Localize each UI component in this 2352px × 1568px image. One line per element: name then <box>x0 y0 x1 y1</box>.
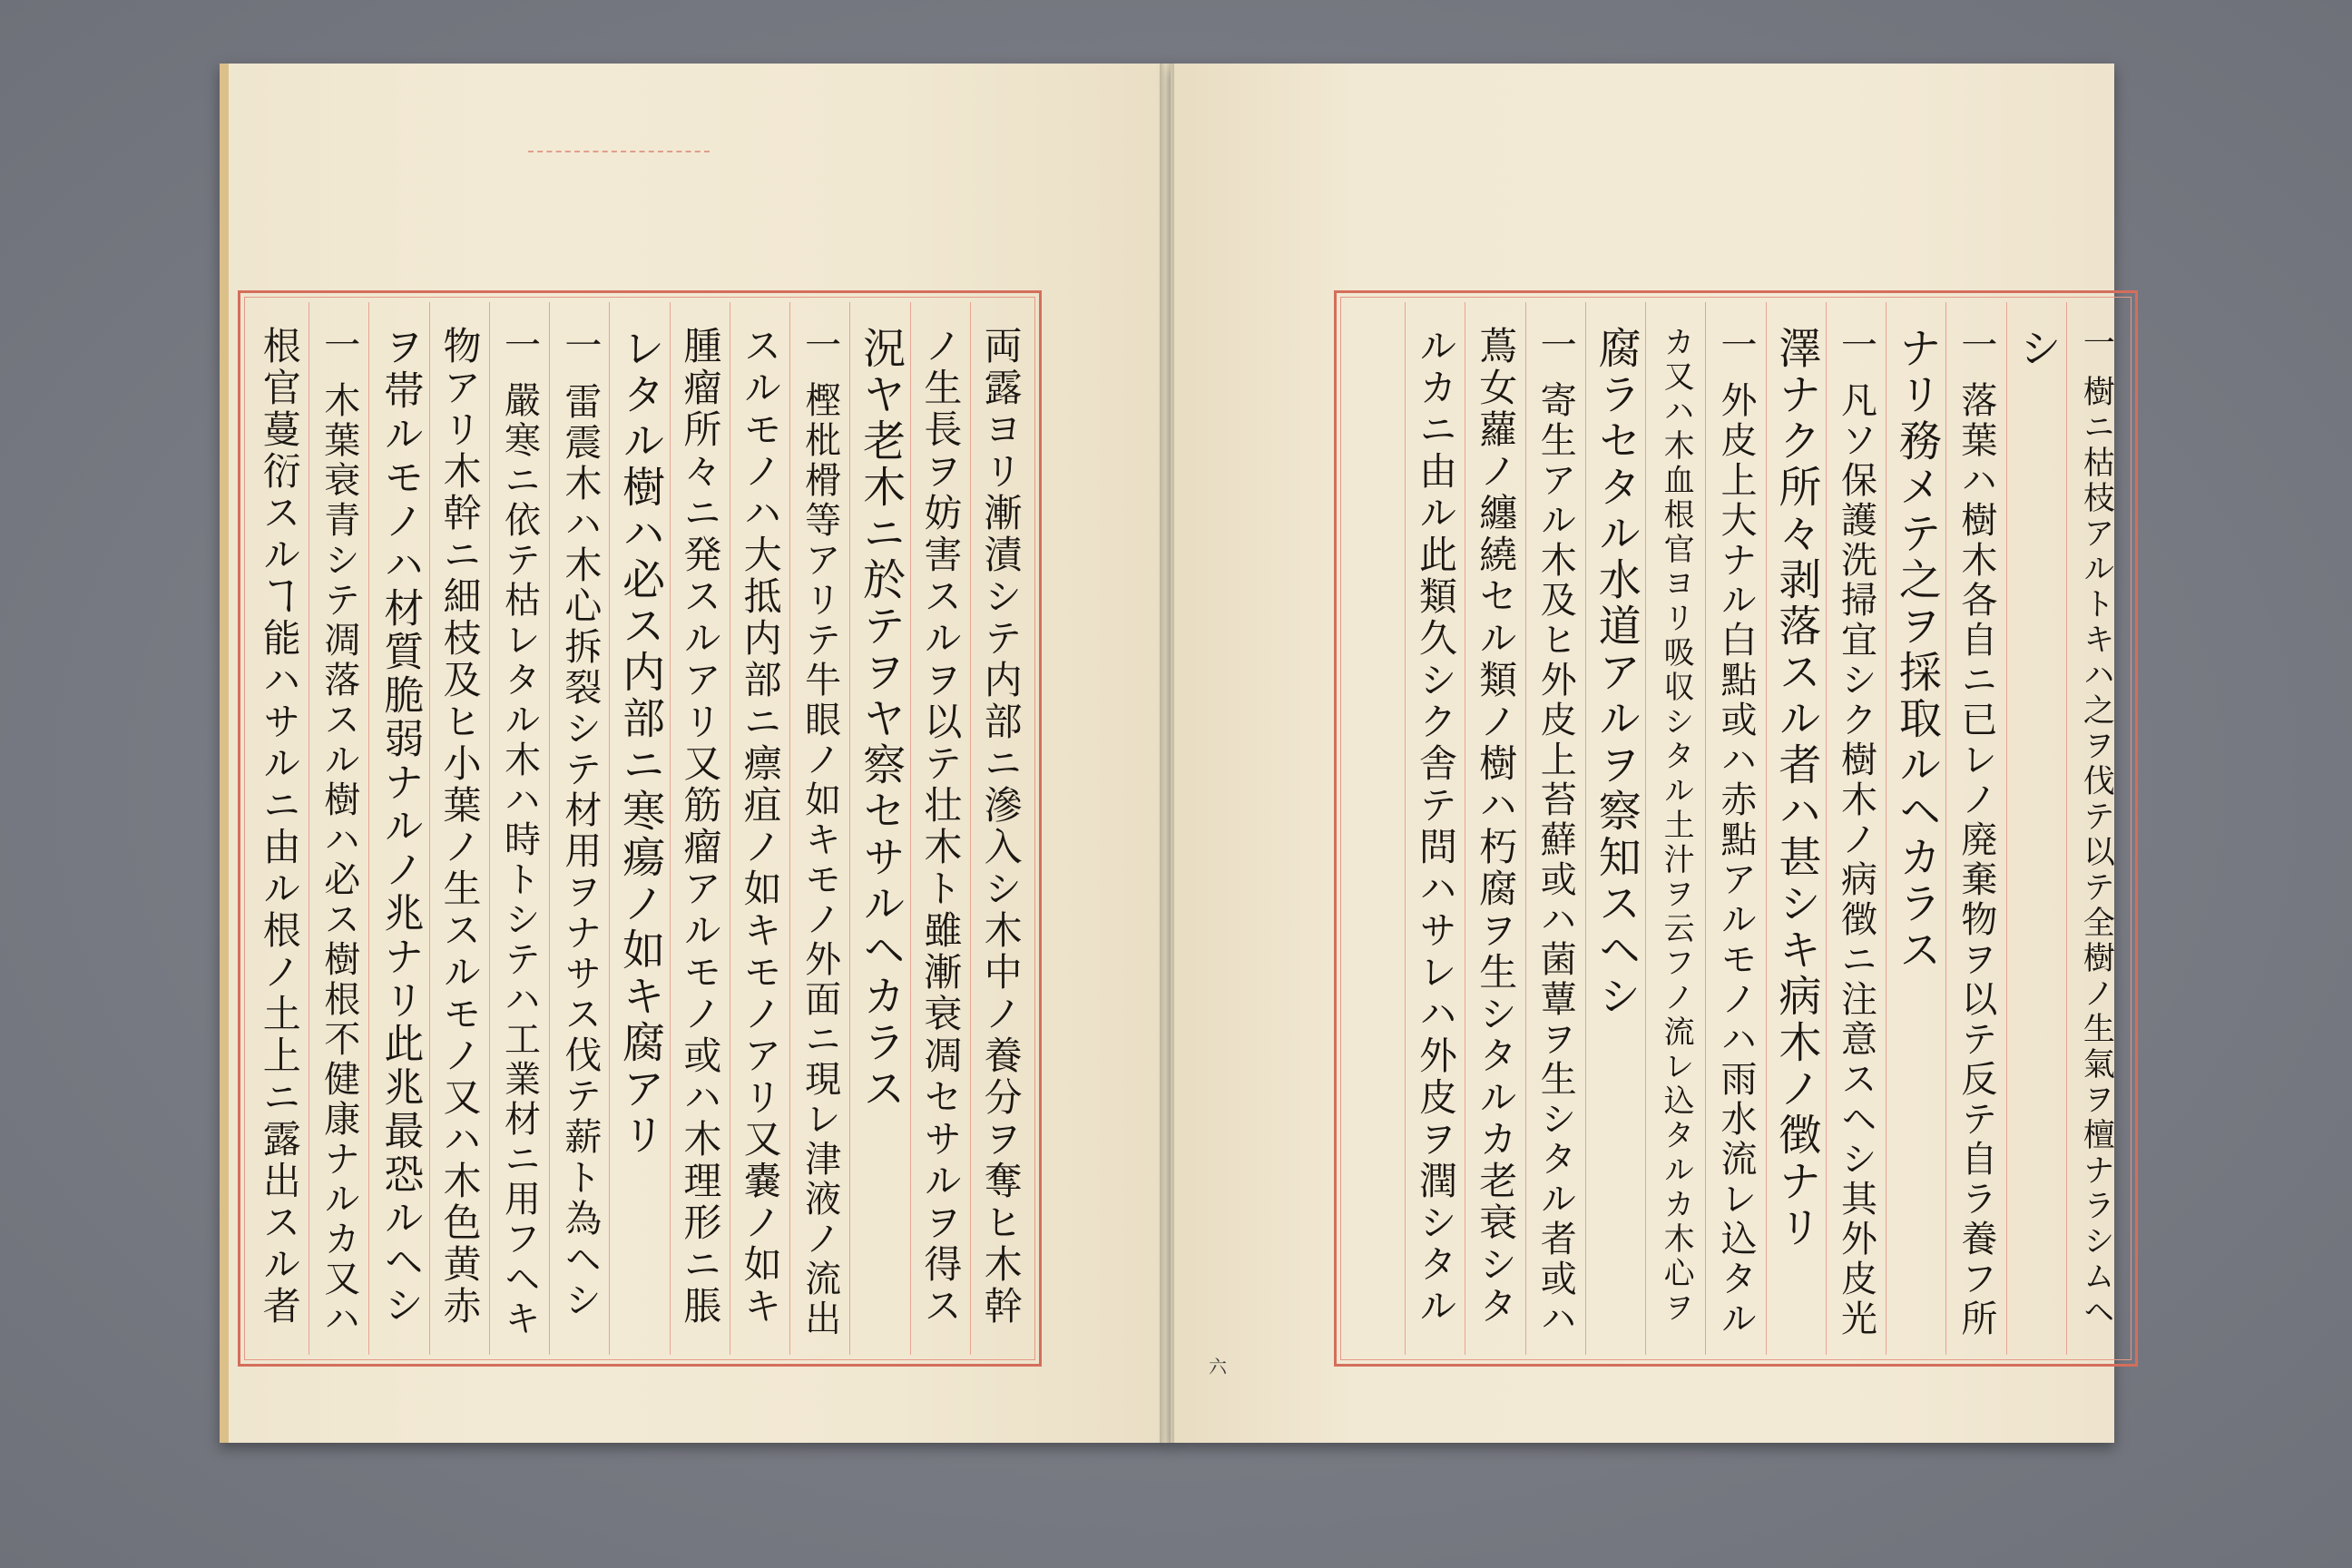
right-text-frame <box>1334 290 2138 1367</box>
column-text: ノ生長ヲ妨害スルヲ以テ壮木ト雖漸衰凋セサルヲ得ス <box>918 326 964 1328</box>
left-text-frame <box>238 290 1042 1367</box>
column-text: レタル樹ハ必ス内部ニ寒瘍ノ如キ腐アリ <box>615 326 666 1159</box>
column-text: 況ヤ老木ニ於テヲヤ察セサルヘカラス <box>856 326 906 1112</box>
text-column <box>910 302 970 1355</box>
text-column <box>1826 302 1886 1355</box>
text-column <box>489 302 549 1355</box>
text-column <box>609 302 669 1355</box>
column-text: 一 嚴寒ニ依テ枯レタル木ハ時トシテハ工業材ニ用フヘキ <box>498 326 541 1339</box>
column-text: ナリ務メテ之ヲ採取ルヘカラス <box>1891 326 1942 974</box>
text-column <box>1585 302 1645 1355</box>
book-gutter <box>1160 64 1174 1443</box>
column-text: ルカニ由ル此類久シク舎テ問ハサレハ外皮ヲ潤シタル <box>1413 326 1458 1328</box>
text-column <box>1945 302 2005 1355</box>
column-text: 一 樹ニ枯枝アルトキハ之ヲ伐テ以テ全樹ノ生氣ヲ檀ナラシムヘ <box>2078 326 2115 1331</box>
column-text: 一 外皮上大ナル白點或ハ赤點アルモノハ雨水流レ込タル <box>1714 326 1757 1339</box>
column-text: カ又ハ木血根官ヨリ吸収シタル土汁ヲ云フノ流レ込タルカ木心ヲ <box>1658 326 1695 1326</box>
column-text: スルモノハ大抵内部ニ瘭疽ノ如キモノアリ又嚢ノ如キ <box>738 326 783 1328</box>
text-column <box>309 302 368 1355</box>
column-text: 一 寄生アル木及ヒ外皮上苔蘚或ハ菌蕈ヲ生シタル者或ハ <box>1534 326 1577 1339</box>
column-text: 澤ナク所々剥落スル者ハ甚シキ病木ノ徴ナリ <box>1771 326 1822 1251</box>
text-column <box>970 302 1030 1355</box>
text-column <box>789 302 849 1355</box>
text-column <box>1405 302 1465 1355</box>
text-column <box>1705 302 1765 1355</box>
column-text: 物アリ木幹ニ細枝及ヒ小葉ノ生スルモノ又ハ木色黄赤 <box>437 326 483 1328</box>
red-ink-mark <box>528 151 710 158</box>
column-text: 一 樫枇榾等アリテ牛眼ノ如キモノ外面ニ現レ津液ノ流出 <box>799 326 841 1339</box>
right-page <box>1171 64 2114 1443</box>
column-text: 根官蔓衍スルヿ能ハサルニ由ル根ノ土上ニ露出スル者 <box>257 326 302 1328</box>
text-column <box>849 302 909 1355</box>
text-column <box>2066 302 2126 1355</box>
column-text: 一 凡ソ保護洗掃宜シク樹木ノ病徴ニ注意スヘシ其外皮光 <box>1835 326 1877 1339</box>
text-column <box>250 302 309 1355</box>
text-column <box>730 302 789 1355</box>
text-column <box>1886 302 1945 1355</box>
column-text: 一 雷震木ハ木心拆裂シテ材用ヲナサス伐テ薪ト為ヘシ <box>558 326 603 1322</box>
text-column <box>670 302 730 1355</box>
text-column <box>1645 302 1705 1355</box>
column-text: 蔦女蘿ノ纏繞セル類ノ樹ハ朽腐ヲ生シタルカ老衰シタ <box>1474 326 1519 1328</box>
column-text: ヲ帯ルモノハ材質脆弱ナルノ兆ナリ此兆最恐ルヘシ <box>377 326 424 1328</box>
text-column <box>1346 302 1405 1355</box>
column-text: 腫瘤所々ニ発スルアリ又筋瘤アルモノ或ハ木理形ニ脹 <box>678 326 723 1328</box>
text-column <box>549 302 609 1355</box>
column-text: 腐ラセタル水道アルヲ察知スヘシ <box>1591 326 1642 1020</box>
text-column <box>1465 302 1524 1355</box>
column-text: 両露ヨリ漸漬シテ内部ニ滲入シ木中ノ養分ヲ奪ヒ木幹 <box>978 326 1024 1328</box>
column-text: 一 落葉ハ樹木各自ニ已レノ廃棄物ヲ以テ反テ自ラ養フ所 <box>1955 326 1997 1339</box>
right-columns <box>1346 302 2126 1355</box>
left-page <box>220 64 1172 1443</box>
column-text: シ <box>2012 326 2063 372</box>
text-column <box>1766 302 1826 1355</box>
page-number: 六 <box>1209 1356 1227 1377</box>
text-column <box>2006 302 2066 1355</box>
column-text: 一 木葉衰青シテ凋落スル樹ハ必ス樹根不健康ナルカ又ハ <box>318 326 360 1339</box>
text-column <box>429 302 489 1355</box>
text-column <box>368 302 428 1355</box>
left-columns <box>250 302 1030 1355</box>
text-column <box>1525 302 1585 1355</box>
